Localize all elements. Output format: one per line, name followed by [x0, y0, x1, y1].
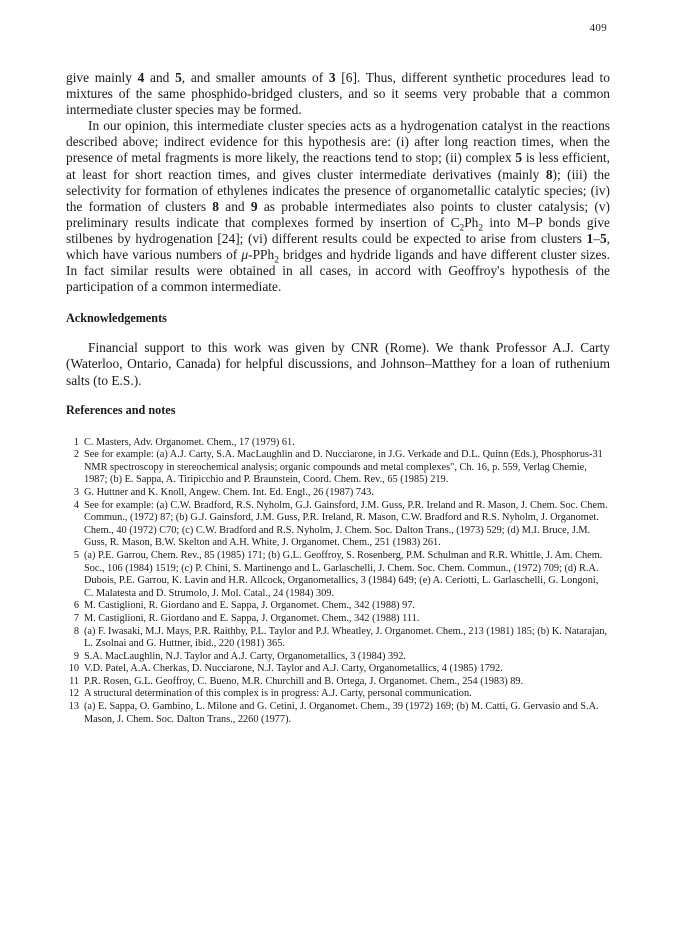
reference-number: 2	[73, 449, 79, 461]
reference-item	[66, 626, 610, 651]
text-run: , which have various numbers of	[66, 230, 610, 263]
reference-text: G. Huttner and K. Knoll, Angew. Chem. Int. Ed. Engl., 26 (1987) 743.	[84, 486, 374, 498]
compound-number: 5	[515, 150, 523, 166]
reference-number: 10	[68, 663, 79, 675]
reference-item	[66, 651, 610, 664]
compound-number: 8	[212, 198, 219, 214]
reference-number: 7	[73, 612, 79, 624]
text-run: into M–P bonds give stilbenes by hydrogenation [24]; (vi) different results could be expected to arise from clusters	[66, 214, 610, 246]
reference-text: See for example: (a) A.J. Carty, S.A. MacLaughlin and D. Nucciarone, in J.G. Verkade and D.L. Quinn (Eds.), Phosphorus-31 NMR spectroscopy in stereochemical analysis; organic compounds and metal complexes", Ch. 16, p. 559, Verlag Chemie, 1987; (b) E. Sappa, A. Tiripicchio and P. Braunstein, Coord. Chem. Rev., 65 (1985) 219.	[84, 449, 603, 486]
text-run: [6]. Thus, different synthetic procedures lead to mixtures of the same phosphido-bridged clusters, and so it seems very probable that a common intermediate cluster species may be formed.	[66, 70, 610, 118]
compound-number: 1	[586, 230, 594, 246]
references-heading: References and notes	[66, 402, 176, 417]
reference-number: 11	[69, 675, 79, 687]
text-run: as probable intermediates also points to cluster catalysis; (v) preliminary results indicate that complexes formed by insertion of C	[66, 198, 610, 230]
reference-item	[66, 613, 610, 626]
subscript: 2	[478, 223, 484, 234]
reference-text: S.A. MacLaughlin, N.J. Taylor and A.J. Carty, Organometallics, 3 (1984) 392.	[84, 650, 406, 662]
body-paragraph-1	[66, 70, 610, 118]
text-run: and	[219, 198, 251, 214]
references-list	[66, 437, 610, 727]
text-run: –	[593, 230, 600, 246]
reference-item	[66, 500, 610, 550]
reference-number: 12	[68, 688, 79, 700]
acknowledgements-heading: Acknowledgements	[66, 311, 167, 326]
reference-number: 5	[73, 549, 79, 561]
reference-number: 6	[73, 600, 79, 612]
reference-item	[66, 449, 610, 487]
reference-item	[66, 663, 610, 676]
text-run: give mainly	[66, 70, 138, 85]
reference-number: 13	[68, 701, 79, 713]
text-run: In our opinion, this intermediate cluster species acts as a hydrogenation catalyst in the reactions described above; indirect evidence for this hypothesis are: (i) after long reaction times, when the presence of metal fragments is more likely, the reactions tend to stop; (ii) complex	[66, 118, 610, 166]
italic-text: μ	[241, 247, 249, 263]
text-run: and	[144, 70, 176, 85]
reference-item	[66, 550, 610, 600]
reference-item	[66, 487, 610, 500]
reference-number: 9	[73, 650, 79, 662]
reference-item	[66, 701, 610, 726]
reference-text: M. Castiglioni, R. Giordano and E. Sappa, J. Organomet. Chem., 342 (1988) 97.	[84, 600, 415, 612]
compound-number: 8	[545, 166, 553, 182]
reference-item	[66, 688, 610, 701]
text-run: ); (iii) the selectivity for formation of ethylenes indicates the presence of organometallic catalytic species; (iv) the formation of clusters	[66, 166, 610, 214]
compound-number: 9	[250, 198, 258, 214]
compound-number: 4	[137, 70, 145, 85]
reference-text: P.R. Rosen, G.L. Geoffroy, C. Bueno, M.R. Churchill and B. Ortega, J. Organomet. Chem., 254 (1983) 89.	[84, 675, 524, 687]
subscript: 2	[274, 255, 279, 266]
subscript: 2	[459, 223, 465, 234]
reference-text: C. Masters, Adv. Organomet. Chem., 17 (1979) 61.	[84, 436, 295, 448]
reference-text: V.D. Patel, A.A. Cherkas, D. Nucciarone, N.J. Taylor and A.J. Carty, Organometallics, 4 (1985) 1792.	[84, 663, 503, 675]
reference-number: 4	[73, 499, 79, 511]
page-content	[66, 70, 610, 726]
reference-number: 1	[73, 436, 79, 448]
body-paragraph-2	[66, 118, 610, 295]
reference-text: A structural determination of this complex is in progress: A.J. Carty, personal communication.	[84, 688, 472, 700]
compound-number: 3	[328, 70, 336, 85]
reference-item	[66, 676, 610, 689]
reference-number: 3	[73, 486, 79, 498]
text-run: , and smaller amounts of	[181, 70, 329, 85]
reference-text: M. Castiglioni, R. Giordano and E. Sappa, J. Organomet. Chem., 342 (1988) 111.	[84, 612, 420, 624]
reference-number: 8	[73, 625, 79, 637]
text-run: is less efficient, at least for short reaction times, and gives cluster intermediate derivatives (mainly	[66, 150, 610, 182]
text-run: -PPh	[248, 247, 275, 263]
reference-text: (a) F. Iwasaki, M.J. Mays, P.R. Raithby, P.L. Taylor and P.J. Wheatley, J. Organomet. Chem., 213 (1981) 185; (b) K. Natarajan, L. Zsolnai and G. Huttner, ibid., 220 (1981) 365.	[84, 625, 608, 650]
acknowledgements-text: Financial support to this work was given by CNR (Rome). We thank Professor A.J. Carty (Waterloo, Ontario, Canada) for helpful discussions, and Johnson–Matthey for a loan of ruthenium salts (to E.S.).	[66, 340, 610, 388]
compound-number: 5	[175, 70, 182, 85]
page-number: 409	[589, 22, 607, 34]
reference-item	[66, 437, 610, 450]
reference-text: (a) E. Sappa, O. Gambino, L. Milone and G. Cetini, J. Organomet. Chem., 39 (1972) 169; (b) M. Catti, G. Gervasio and S.A. Mason, J. Chem. Soc. Dalton Trans., 2260 (1977).	[84, 701, 599, 725]
reference-item	[66, 600, 610, 613]
text-run: bridges and hydride ligands and have different cluster sizes. In fact similar results were obtained in all cases, in accord with Geoffroy's hypothesis of the participation of a common intermediate.	[66, 247, 610, 295]
reference-text: (a) P.E. Garrou, Chem. Rev., 85 (1985) 171; (b) G.L. Geoffroy, S. Rosenberg, P.M. Schulman and R.R. Whittle, J. Am. Chem. Soc., 106 (1984) 1519; (c) P. Chini, S. Martinengo and L. Garlaschelli, J. Chem. Soc. Chem. Commun., (1972) 709; (d) R.A. Dubois, P.E. Garrou, K. Lavin and H.R. Allcock, Organometallics, 3 (1984) 649; (e) A. Ceriotti, L. Garlaschelli, G. Longoni, C. Malatesta and D. Strumolo, J. Mol. Catal., 24 (1984) 309.	[84, 549, 603, 599]
reference-text: See for example: (a) C.W. Bradford, R.S. Nyholm, G.J. Gainsford, J.M. Guss, P.R. Ireland and R. Mason, J. Chem. Soc. Chem. Commun., (1972) 87; (b) G.J. Gainsford, J.M. Guss, P.R. Ireland, R. Mason, C.W. Bradford and R.S. Nyholm, J. Organomet. Chem., 40 (1972) C70; (c) C.W. Bradford and R.S. Nyholm, J. Chem. Soc. Dalton Trans., (1973) 529; (d) M.I. Bruce, J.M. Guss, R. Mason, B.W. Skelton and A.H. White, J. Organomet. Chem., 251 (1983) 261.	[84, 499, 608, 549]
compound-number: 5	[599, 230, 607, 246]
text-run: Ph	[464, 214, 479, 230]
